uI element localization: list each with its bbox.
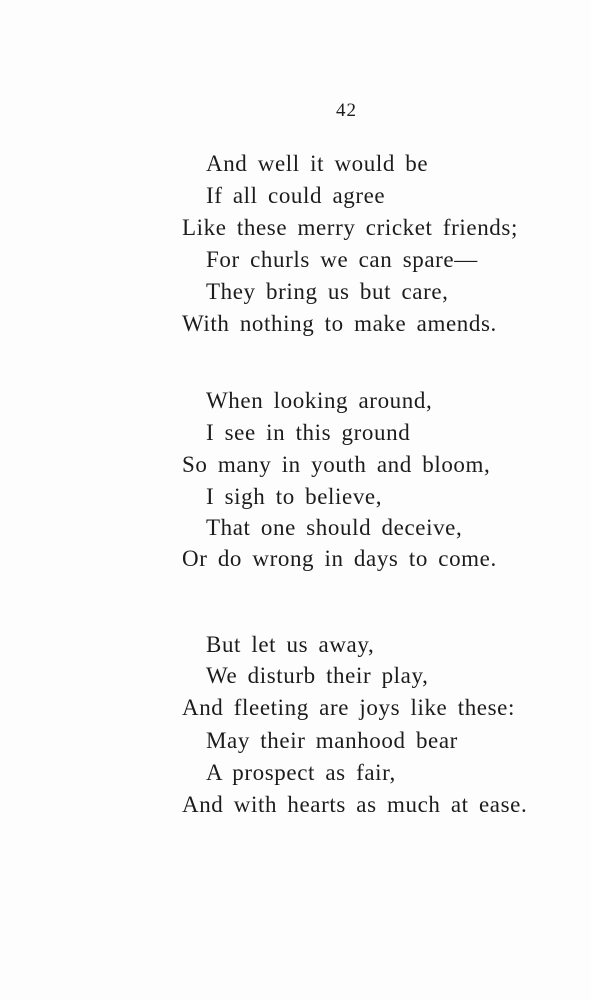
poem-line: Like these merry cricket friends;	[182, 215, 518, 240]
poem-line: If all could agree	[206, 183, 386, 208]
poem-line: I sigh to believe,	[206, 484, 383, 509]
poem-line: So many in youth and bloom,	[182, 452, 491, 477]
poem-line: I see in this ground	[206, 420, 411, 445]
poem-line: And well it would be	[206, 151, 429, 176]
poem-line: May their manhood bear	[206, 728, 458, 753]
page-number: 42	[336, 100, 357, 121]
poem-line: Or do wrong in days to come.	[182, 546, 497, 571]
poem-line: When looking around,	[206, 388, 433, 413]
poem-line: For churls we can spare—	[206, 247, 478, 272]
poem-line: They bring us but care,	[206, 279, 449, 304]
poem-line: But let us away,	[206, 632, 375, 657]
poem-line: And fleeting are joys like these:	[182, 695, 515, 720]
poem-line: With nothing to make amends.	[182, 311, 497, 336]
poem-line: That one should deceive,	[206, 515, 463, 540]
poem-line: We disturb their play,	[206, 663, 429, 688]
poem-line: And with hearts as much at ease.	[182, 792, 528, 817]
poem-line: A prospect as fair,	[206, 760, 396, 785]
